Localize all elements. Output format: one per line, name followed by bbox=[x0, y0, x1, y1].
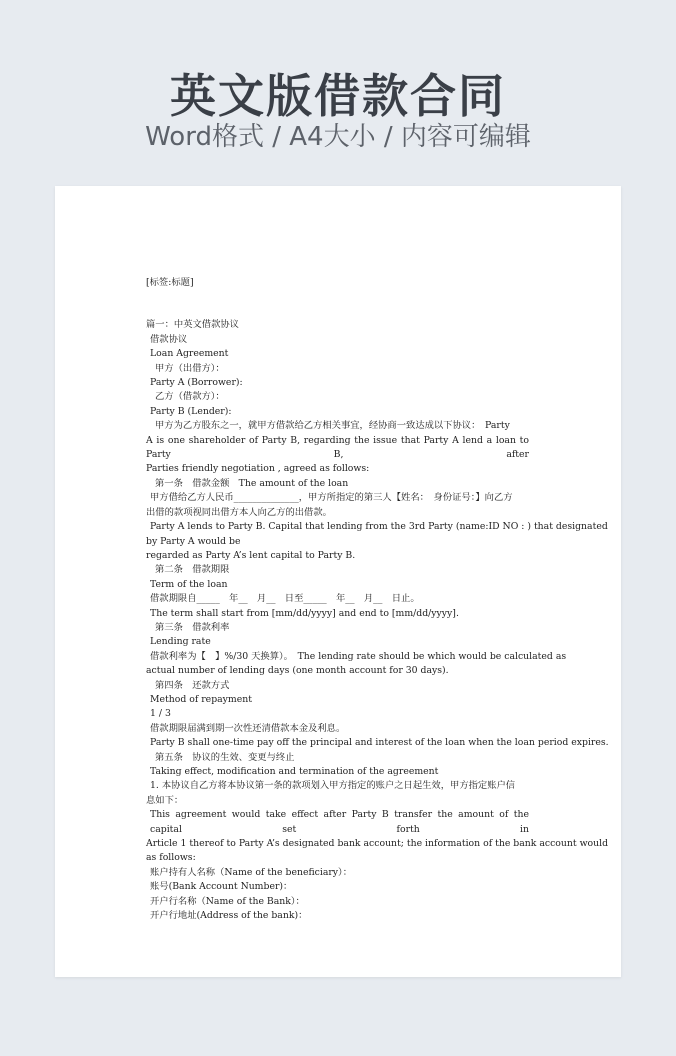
text-line: 1. 本协议自乙方将本协议第一条的款项划入甲方指定的账户之日起生效，甲方指定账户信 bbox=[150, 780, 516, 792]
text-line: Taking effect, modification and termination of the agreement bbox=[150, 766, 439, 777]
text-line: Party B shall one-time pay off the principal and interest of the loan when the loan period expires. bbox=[150, 737, 609, 749]
text-line: 开户行名称（Name of the Bank）： bbox=[150, 895, 305, 907]
spacer bbox=[146, 290, 529, 318]
text-line: Party B (Lender): bbox=[150, 405, 232, 417]
text-line: as follows: bbox=[146, 852, 196, 864]
text-line: This agreement would take effect after Party B transfer the amount of the capital set forth in bbox=[150, 809, 529, 835]
text-line: Method of repayment bbox=[150, 693, 252, 705]
text-line: A is one shareholder of Party B, regarding the issue that Party A lend a loan to Party B, after bbox=[146, 434, 529, 461]
text-line: 出借的款项视同出借方本人向乙方的出借款。 bbox=[146, 506, 332, 518]
document-tag: [标签:标题] bbox=[146, 277, 194, 288]
text-line: 甲方（出借方）： bbox=[155, 362, 225, 374]
article-heading: 第五条 协议的生效、变更与终止 bbox=[155, 751, 295, 763]
text-line: regarded as Party A’s lent capital to Party B. bbox=[146, 549, 356, 561]
text-line: Parties friendly negotiation , agreed as follows: bbox=[146, 463, 370, 475]
text-line: 账号(Bank Account Number)： bbox=[150, 881, 293, 893]
text-line: 借款期限届满到期一次性还清借款本金及利息。 bbox=[150, 722, 346, 734]
article-heading: 第二条 借款期限 bbox=[155, 564, 230, 576]
text-line: Lending rate bbox=[150, 636, 211, 648]
text-line: Party A (Borrower): bbox=[150, 377, 243, 389]
text-line: 借款协议 bbox=[150, 333, 188, 345]
page-subtitle: Word格式 / A4大小 / 内容可编辑 bbox=[145, 122, 531, 152]
document-body bbox=[146, 276, 609, 923]
article-heading: 第四条 还款方式 bbox=[155, 679, 230, 691]
article-heading: 第一条 借款金额 The amount of the loan bbox=[155, 477, 349, 489]
text-line: actual number of lending days (one month account for 30 days). bbox=[146, 665, 449, 677]
text-line: Loan Agreement bbox=[150, 348, 229, 360]
article-heading: 第三条 借款利率 bbox=[155, 621, 230, 633]
page-number: 1 / 3 bbox=[150, 708, 171, 720]
text-line: 乙方（借款方）： bbox=[155, 391, 225, 403]
text-line: 甲方为乙方股东之一，就甲方借款给乙方相关事宜，经协商一致达成以下协议： Party bbox=[155, 420, 510, 432]
text-line: 甲方借给乙方人民币______________，甲方所指定的第三人【姓名： 身份证号：】向乙方 bbox=[150, 492, 513, 504]
text-line: Article 1 thereof to Party A’s designated bank account; the information of the bank account would bbox=[146, 838, 609, 850]
text-line: The term shall start from [mm/dd/yyyy] and end to [mm/dd/yyyy]. bbox=[150, 607, 459, 619]
text-line: 息如下： bbox=[146, 794, 184, 806]
text-line: 账户持有人名称（Name of the beneficiary）： bbox=[150, 866, 353, 878]
text-line: 借款利率为【 】%/30 天换算）。 The lending rate should be which would be calculated as bbox=[150, 650, 567, 662]
text-line: Term of the loan bbox=[150, 578, 228, 590]
text-line: by Party A would be bbox=[146, 535, 241, 547]
page-title: 英文版借款合同 bbox=[170, 69, 506, 123]
text-line: 开户行地址(Address of the bank)： bbox=[150, 910, 308, 922]
text-line: Party A lends to Party B. Capital that lending from the 3rd Party (name:ID NO : ) that designated bbox=[150, 521, 608, 533]
text-line: 借款期限自_____ 年__ 月__ 日至_____ 年__ 月__ 日止。 bbox=[150, 593, 420, 605]
section-heading: 篇一：中英文借款协议 bbox=[146, 319, 239, 331]
document-page bbox=[55, 186, 621, 977]
